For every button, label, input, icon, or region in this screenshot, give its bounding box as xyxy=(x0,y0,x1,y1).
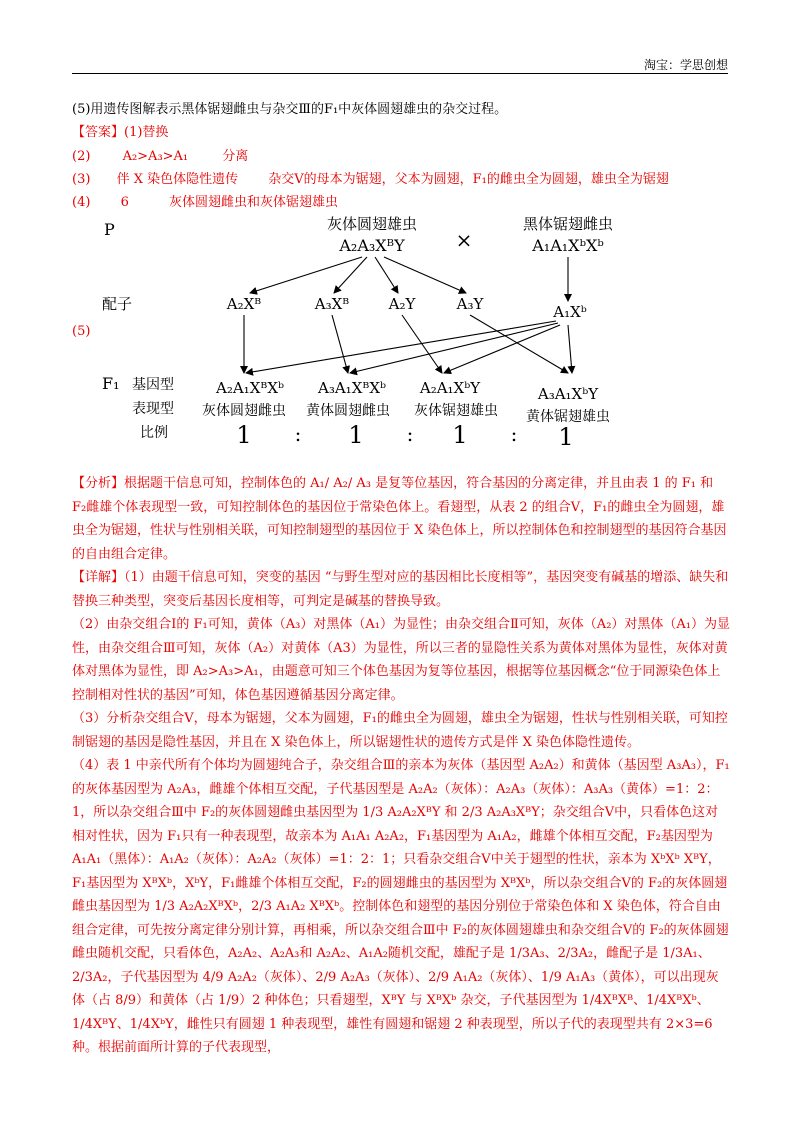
genotype-label: 基因型 xyxy=(132,377,174,393)
arrow-g2-o2 xyxy=(332,315,348,373)
offspring-phenotype-3: 灰体锯翅雄虫 xyxy=(414,403,498,419)
offspring-phenotype-2: 黄体圆翅雌虫 xyxy=(306,403,390,419)
p-label: P xyxy=(104,220,115,239)
arrow-gf-o1 xyxy=(246,321,556,373)
gamete-male-4: A₃Y xyxy=(456,295,484,313)
male-parent-genotype: A₂A₃XᴮY xyxy=(339,236,405,255)
answer-5-num: (5) xyxy=(72,324,91,339)
answer-2-num: (2) xyxy=(72,149,91,164)
gamete-male-2: A₃Xᴮ xyxy=(314,295,350,313)
answer-4-extra: 灰体圆翅雌虫和灰体锯翅雄虫 xyxy=(168,195,338,210)
arrow-male-g2 xyxy=(334,257,367,293)
detail-paragraph-4: （4）表 1 中亲代所有个体均为圆翅纯合子，杂交组合Ⅲ的亲本为灰体（基因型 A₂A₂）和黄体（基因型 A₃A₃），F₁的灰体基因型为 A₂A₃，雌雄个体相互交配，子代基因型是 A₂A₂（灰体）：A₂A₃（灰体）：A₃A₃（黄体）=1：2：1，所以杂交组合Ⅲ中 F₂的灰体圆翅雌虫基因型为 1/3 A₂A₂XᴮY 和 2/3 A₂A₃XᴮY；杂交组合Ⅴ中，只看体色这对相对性状，因为 F₁只有一种表现型，故亲本为 A₁A₁ A₂A₂，F₁基因型为 A₁A₂，雌雄个体相互交配，F₂基因型为 A₁A₁（黑体）：A₁A₂（灰体）：A₂A₂（灰体）=1：2：1；只看杂交组合Ⅴ中关于翅型的性状，亲本为 XᵇXᵇ XᴮY，F₁基因型为 XᴮXᵇ，XᵇY，F₁雌雄个体相互交配，F₂的圆翅雌虫的基因型为 XᴮXᵇ，所以杂交组合Ⅴ的 F₂的灰体圆翅雌虫基因型为 1/3 A₂A₂XᴮXᵇ，2/3 A₁A₂ XᴮXᵇ。控制体色和翅型的基因分别位于常染色体和 X 染色体，符合自由组合定律，可先按分离定律分别计算，再相乘，所以杂交组合Ⅲ中 F₂的灰体圆翅雄虫和杂交组合Ⅴ的 F₂的灰体圆翅雌虫随机交配，只看体色，A₂A₂、A₂A₃和 A₂A₂、A₁A₂随机交配，雄配子是 1/3A₃、2/3A₂，雌配子是 1/3A₁、2/3A₂，子代基因型为 4/9 A₂A₂（灰体）、2/9 A₂A₃（灰体）、2/9 A₁A₂（灰体）、1/9 A₁A₃（黄体），可以出现灰体（占 8/9）和黄体（占 1/9）2 种体色；只看翅型，XᴮY 与 XᴮXᵇ 杂交，子代基因型为 1/4XᴮXᴮ、1/4XᴮXᵇ、1/4XᴮY、1/4XᵇY，雌性只有圆翅 1 种表现型，雄性有圆翅和锯翅 2 种表现型，所以子代的表现型共有 2×3=6 种。根据前面所计算的子代表现型， xyxy=(72,758,730,1055)
cross-symbol: × xyxy=(455,228,473,252)
offspring-genotype-2: A₃A₁XᴮXᵇ xyxy=(318,379,386,397)
ratio-sep-2: : xyxy=(406,422,414,446)
offspring-genotype-3: A₂A₁XᵇY xyxy=(419,379,481,397)
analysis-section xyxy=(72,472,730,1060)
arrow-gf-o3 xyxy=(444,325,560,373)
analysis-paragraph: 【分析】根据题干信息可知，控制体色的 A₁/ A₂/ A₃ 是复等位基因，符合基因的分离定律，并且由表 1 的 F₁ 和 F₂雌雄个体表现型一致，可知控制体色的基因位于常染色体上。看翅型，从表 2 的组合Ⅴ，F₁的雌虫全为圆翅，雄虫全为锯翅，性状与性别相关联，可知控制翅型的基因位于 X 染色体上，所以控制体色和控制翅型的基因符合基因的自由组合定律。 xyxy=(72,476,727,562)
offspring-phenotype-4: 黄体锯翅雄虫 xyxy=(526,409,610,425)
ratio-value-4: 1 xyxy=(558,423,574,451)
offspring-phenotype-1: 灰体圆翅雌虫 xyxy=(202,403,286,419)
genetic-cross-diagram xyxy=(72,205,632,455)
gamete-male-3: A₂Y xyxy=(388,295,416,313)
ratio-label: 比例 xyxy=(140,425,168,441)
answer-4-num: (4) xyxy=(72,195,91,210)
answer-3-value: 伴 X 染色体隐性遗传 xyxy=(116,172,239,187)
arrow-male-g1 xyxy=(250,257,362,293)
answer-3-num: (3) xyxy=(72,172,91,187)
female-parent-genotype: A₁A₁XᵇXᵇ xyxy=(532,236,604,255)
female-parent-label: 黑体锯翅雌虫 xyxy=(522,215,614,233)
page-header: 淘宝：学思创想 xyxy=(643,58,728,72)
answer-line-1 xyxy=(72,121,168,140)
answer-2-value: A₂>A₃>A₁ xyxy=(122,149,189,164)
gamete-arrows xyxy=(244,257,572,373)
answer-line-3 xyxy=(72,168,669,187)
header-rule xyxy=(72,73,728,74)
male-parent-label: 灰体圆翅雄虫 xyxy=(326,215,418,233)
phenotype-label: 表现型 xyxy=(132,401,174,417)
answer-4-value: 6 xyxy=(120,195,129,210)
arrow-male-g3 xyxy=(375,257,398,293)
offspring-genotype-4: A₃A₁XᵇY xyxy=(537,385,599,403)
offspring-genotype-1: A₂A₁XᴮXᵇ xyxy=(216,379,284,397)
detail-paragraph-2: （2）由杂交组合Ⅰ的 F₁可知，黄体（A₃）对黑体（A₁）为显性；由杂交组合Ⅱ可知，灰体（A₂）对黑体（A₁）为显性，由杂交组合Ⅲ可知，灰体（A₂）对黄体（A3）为显性，所以三者的显隐性关系为黄体对黑体为显性，灰体对黄体对黑体为显性，即 A₂>A₃>A₁，由题意可知三个体色基因为复等位基因，根据等位基因概念“位于同源染色体上控制相对性状的基因”可知，体色基因遵循基因分离定律。 xyxy=(72,617,731,703)
ratio-value-3: 1 xyxy=(452,421,468,449)
detail-paragraph-3: （3）分析杂交组合Ⅴ，母本为锯翅，父本为圆翅，F₁的雌虫全为圆翅，雄虫全为锯翅，性状与性别相关联，可知控制锯翅的基因是隐性基因，并且在 X 染色体上，所以锯翅性状的遗传方式是伴 X 染色体隐性遗传。 xyxy=(72,711,728,750)
question-5: (5)用遗传图解表示黑体锯翅雌虫与杂交Ⅲ的F₁中灰体圆翅雄虫的杂交过程。 xyxy=(72,102,508,117)
gamete-label: 配子 xyxy=(102,295,133,313)
answer-2-extra: 分离 xyxy=(222,149,249,164)
ratio-value-1: 1 xyxy=(236,421,252,449)
gamete-male-1: A₂Xᴮ xyxy=(226,295,262,313)
ratio-value-2: 1 xyxy=(348,421,364,449)
detail-paragraph-1: 【详解】（1）由题干信息可知，突变的基因 “与野生型对应的基因相比长度相等”，基因突变有碱基的增添、缺失和替换三种类型，突变后基因长度相等，可判定是碱基的替换导致。 xyxy=(72,570,729,609)
answer-1: (1)替换 xyxy=(124,125,169,140)
ratio-sep-1: : xyxy=(294,422,302,446)
arrow-male-g4 xyxy=(384,257,466,293)
answer-tag: 【答案】 xyxy=(72,125,125,140)
arrow-gf-o4 xyxy=(568,325,572,373)
f1-label: F₁ xyxy=(102,374,120,393)
answer-line-2 xyxy=(72,145,248,164)
ratio-sep-3: : xyxy=(510,422,518,446)
answer-3-extra: 杂交Ⅴ的母本为锯翅，父本为圆翅，F₁的雌虫全为圆翅，雄虫全为锯翅 xyxy=(268,172,669,187)
gamete-female: A₁Xᵇ xyxy=(553,303,587,321)
